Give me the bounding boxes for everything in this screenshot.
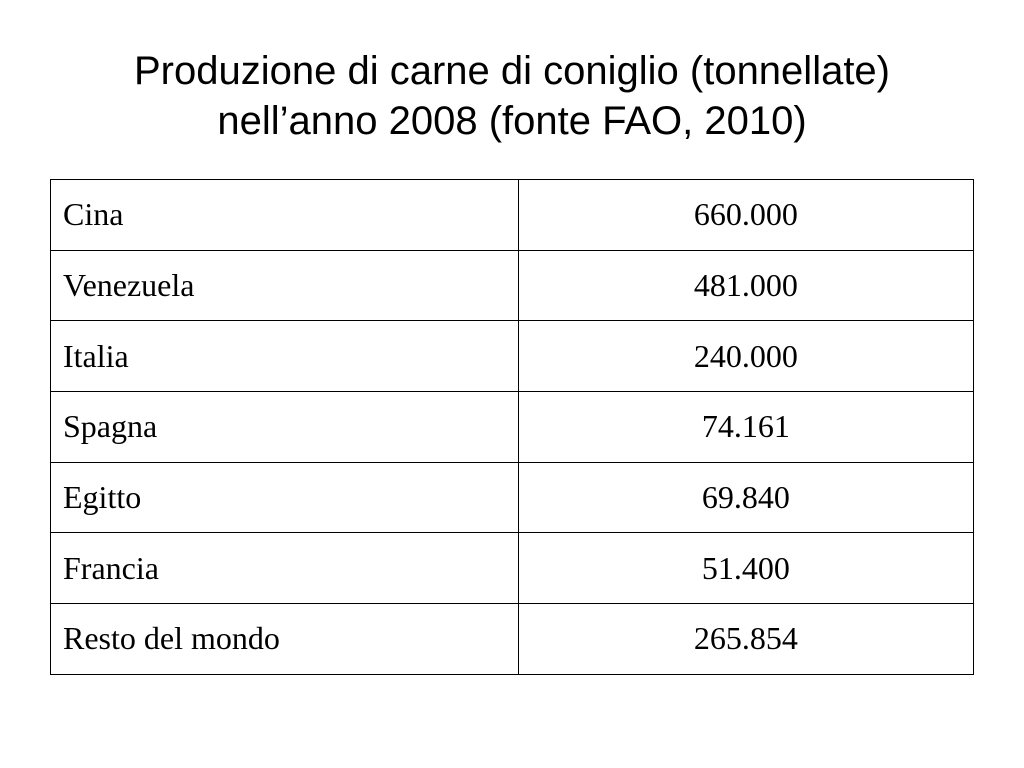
table-row [51,604,974,675]
country-cell: Francia [51,533,519,604]
value-cell: 265.854 [518,604,973,675]
production-table [50,179,974,675]
country-cell: Cina [51,180,519,251]
value-cell: 660.000 [518,180,973,251]
value-cell: 240.000 [518,321,973,392]
value-cell: 481.000 [518,250,973,321]
value-cell: 69.840 [518,462,973,533]
value-cell: 51.400 [518,533,973,604]
table-row [51,321,974,392]
country-cell: Egitto [51,462,519,533]
title-line-2: nell’anno 2008 (fonte FAO, 2010) [217,99,807,143]
slide-title [0,46,1024,146]
country-cell: Venezuela [51,250,519,321]
title-line-1: Produzione di carne di coniglio (tonnellate) [133,49,890,93]
table-row [51,250,974,321]
table-row [51,392,974,463]
table-row [51,180,974,251]
country-cell: Spagna [51,392,519,463]
country-cell: Italia [51,321,519,392]
table-row [51,462,974,533]
value-cell: 74.161 [518,392,973,463]
table-row [51,533,974,604]
country-cell: Resto del mondo [51,604,519,675]
